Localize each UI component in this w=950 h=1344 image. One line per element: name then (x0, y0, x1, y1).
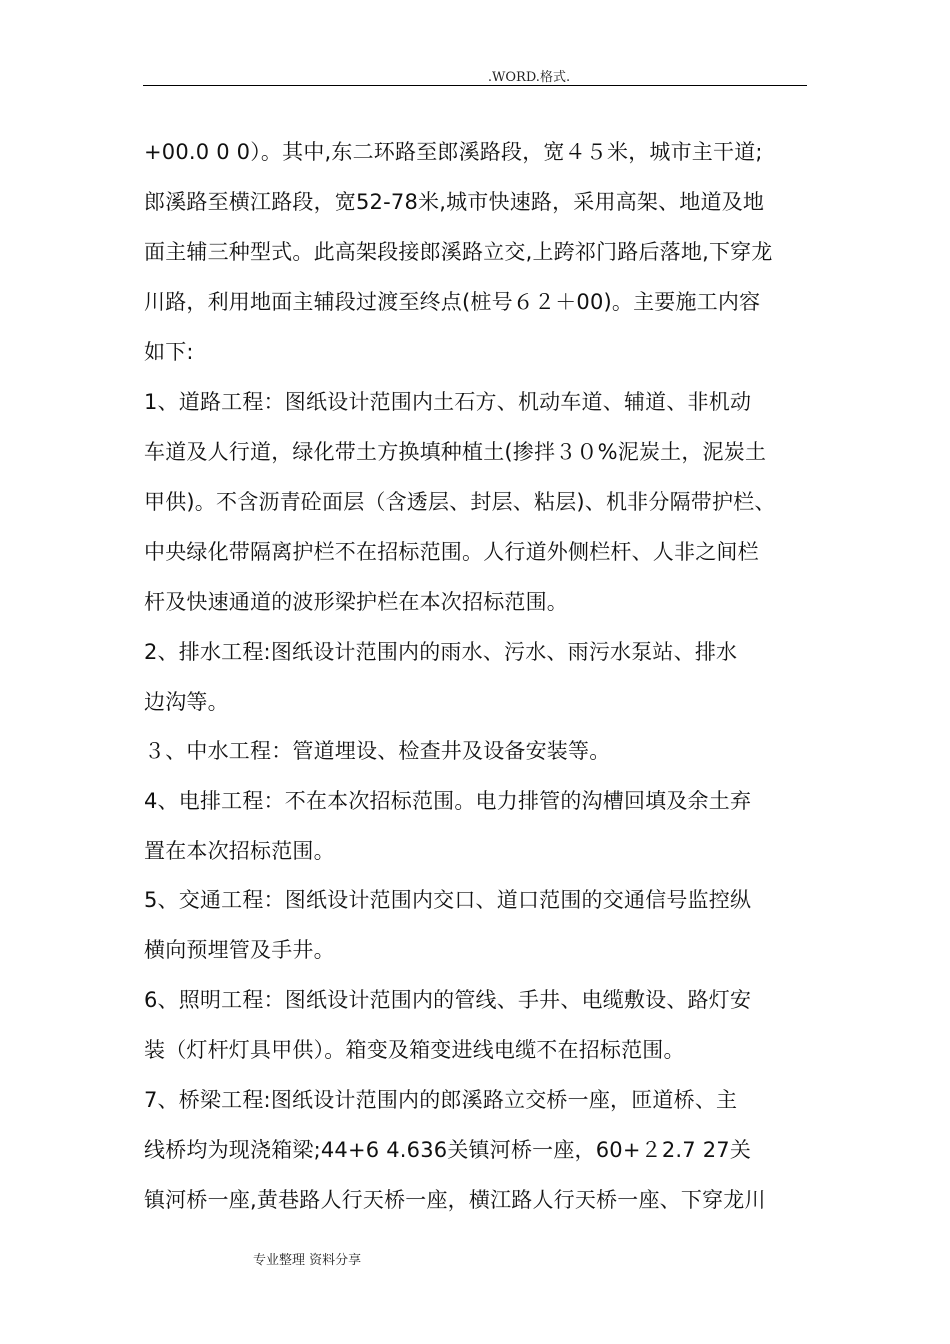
page-footer: 专业整理 资料分享 (253, 1253, 362, 1268)
text-line: 6、照明工程：图纸设计范围内的管线、手井、电缆敷设、路灯安 (144, 988, 752, 1012)
text-line: 横向预埋管及手井。 (144, 938, 335, 962)
text-line: +00.0 0 0）。其中,东二环路至郎溪路段，宽４５米，城市主干道; (144, 140, 763, 164)
text-line: 川路，利用地面主辅段过渡至终点(桩号６２＋00)。主要施工内容 (144, 290, 761, 314)
text-line: 5、交通工程：图纸设计范围内交口、道口范围的交通信号监控纵 (144, 888, 752, 912)
text-line: 4、电排工程：不在本次招标范围。电力排管的沟槽回填及余土弃 (144, 789, 752, 813)
text-line: 7、桥梁工程:图纸设计范围内的郎溪路立交桥一座，匝道桥、主 (144, 1088, 738, 1112)
text-line: 2、排水工程:图纸设计范围内的雨水、污水、雨污水泵站、排水 (144, 640, 738, 664)
text-line: 面主辅三种型式。此高架段接郎溪路立交,上跨祁门路后落地,下穿龙 (144, 240, 773, 264)
text-line: 镇河桥一座,黄巷路人行天桥一座，横江路人行天桥一座、下穿龙川 (144, 1188, 766, 1212)
text-line: 线桥均为现浇箱梁;44+6 4.636关镇河桥一座，60+２2.7 27关 (144, 1138, 752, 1162)
text-line: 1、道路工程：图纸设计范围内土石方、机动车道、辅道、非机动 (144, 390, 752, 414)
text-line: ３、中水工程：管道埋设、检查井及设备安装等。 (144, 739, 611, 763)
text-line: 杆及快速通道的波形梁护栏在本次招标范围。 (144, 590, 568, 614)
text-line: 置在本次招标范围。 (144, 839, 335, 863)
text-line: 甲供)。不含沥青砼面层（含透层、封层、粘层)、机非分隔带护栏、 (144, 490, 776, 514)
header-divider (143, 85, 807, 86)
text-line: 车道及人行道，绿化带土方换填种植土(掺拌３０%泥炭土，泥炭土 (144, 440, 767, 464)
text-line: 中央绿化带隔离护栏不在招标范围。人行道外侧栏杆、人非之间栏 (144, 540, 759, 564)
text-line: 郎溪路至横江路段，宽52-78米,城市快速路，采用高架、地道及地 (144, 190, 765, 214)
text-line: 装（灯杆灯具甲供）。箱变及箱变进线电缆不在招标范围。 (144, 1038, 685, 1062)
text-line: 如下: (144, 340, 194, 364)
page-header: .WORD.格式. (487, 70, 571, 85)
text-line: 边沟等。 (144, 690, 229, 714)
